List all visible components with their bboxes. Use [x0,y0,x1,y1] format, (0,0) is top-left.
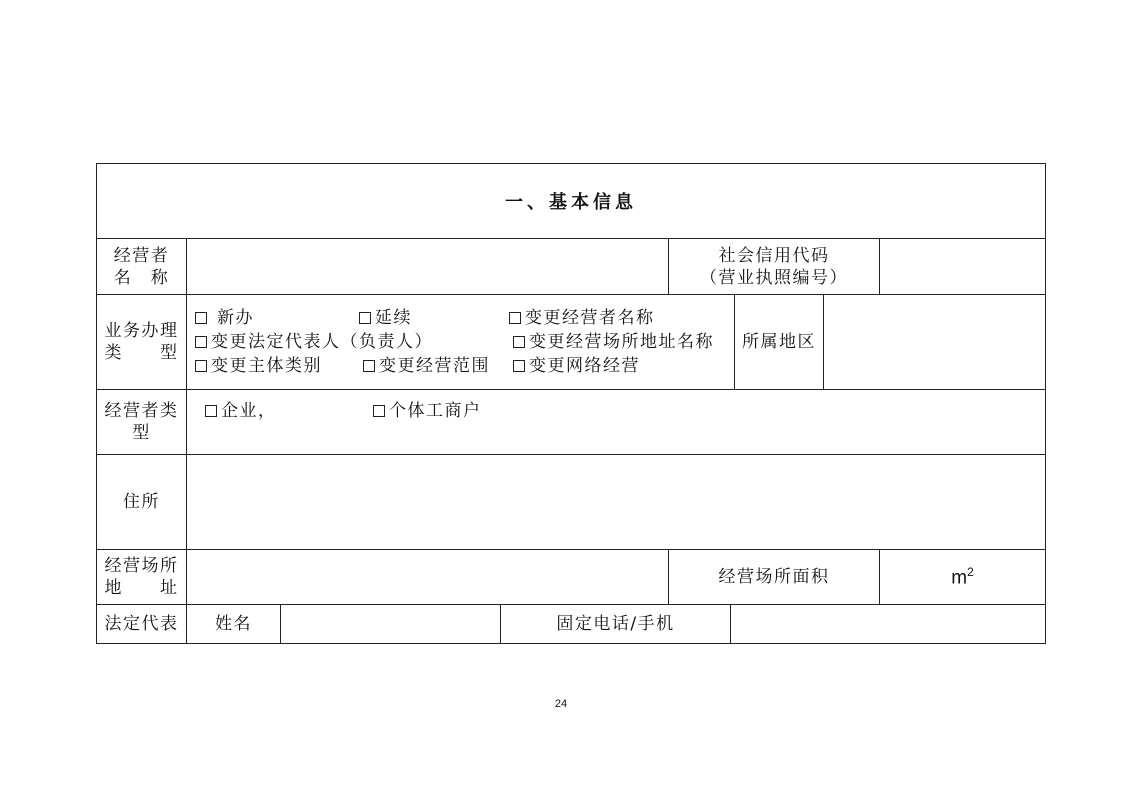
checkbox-icon[interactable] [195,312,207,324]
credit-code-label-line1: 社会信用代码 [718,245,830,266]
residence-label-cell [96,454,187,550]
operator-name-label-cell [96,238,187,295]
operator-type-label-line1: 经营者类 [104,401,179,421]
site-area-label-cell [668,549,880,605]
option-change-entity-type[interactable] [195,355,322,377]
site-address-label-line2: 地 址 [104,578,179,598]
checkbox-icon[interactable] [513,360,525,372]
option-change-online[interactable] [513,355,640,377]
site-address-field[interactable] [186,549,669,605]
checkbox-icon[interactable] [195,336,207,348]
operator-name-field[interactable] [186,238,669,295]
option-individual[interactable] [373,400,482,422]
operator-type-label-line2: 型 [132,423,151,443]
credit-code-label-line2: （营业执照编号） [700,267,848,288]
option-label: 企业， [221,401,277,421]
option-label: 变更经营者名称 [525,308,655,328]
option-renew[interactable] [359,307,412,329]
phone-label-cell [500,604,731,644]
area-unit-power: 2 [967,564,974,579]
site-address-label-line1: 经营场所 [104,556,179,576]
option-label: 变更法定代表人（负责人） [211,332,433,352]
credit-code-label-cell [668,238,880,295]
option-label: 变更主体类别 [211,356,322,376]
option-label: 变更网络经营 [529,356,640,376]
option-label: 变更经营场所地址名称 [529,332,714,352]
residence-label: 住所 [123,492,160,512]
option-change-site-address[interactable] [513,331,714,353]
business-type-label-line2: 类 型 [104,343,179,363]
checkbox-icon[interactable] [513,336,525,348]
operator-type-options [186,389,1046,455]
legal-rep-label: 法定代表 [104,614,179,634]
option-label: 个体工商户 [389,401,482,421]
business-type-label-cell [96,294,187,390]
option-change-legal-rep[interactable] [195,331,433,353]
checkbox-icon[interactable] [363,360,375,372]
operator-name-label-line2: 名 称 [113,267,170,288]
checkbox-icon[interactable] [195,360,207,372]
name-label: 姓名 [215,614,252,634]
operator-type-label-cell [96,389,187,455]
legal-rep-label-cell [96,604,187,644]
name-label-cell [186,604,281,644]
credit-code-field[interactable] [879,238,1046,295]
site-area-field[interactable] [879,549,1046,605]
area-unit-base: m [951,567,968,589]
area-unit [951,565,974,589]
checkbox-icon[interactable] [205,405,217,417]
page-number: 24 [554,698,568,710]
business-type-options [186,294,735,390]
checkbox-icon[interactable] [373,405,385,417]
business-type-label-line1: 业务办理 [104,321,179,341]
site-address-label-cell [96,549,187,605]
region-field[interactable] [823,294,1046,390]
option-label: 延续 [375,308,412,328]
residence-field[interactable] [186,454,1046,550]
option-change-operator-name[interactable] [509,307,655,329]
option-label: 新办 [217,308,254,328]
option-enterprise[interactable] [205,400,277,422]
region-label: 所属地区 [742,332,816,352]
checkbox-icon[interactable] [509,312,521,324]
option-new[interactable] [195,307,254,329]
site-area-label: 经营场所面积 [718,567,830,587]
checkbox-icon[interactable] [359,312,371,324]
region-label-cell [734,294,824,390]
option-label: 变更经营范围 [379,356,490,376]
name-field[interactable] [280,604,501,644]
basic-info-form [96,163,1046,644]
operator-name-label-line1: 经营者 [113,245,170,266]
option-change-scope[interactable] [363,355,490,377]
phone-field[interactable] [730,604,1046,644]
section-title: 一、基本信息 [96,163,1046,239]
phone-label: 固定电话/手机 [556,614,675,634]
